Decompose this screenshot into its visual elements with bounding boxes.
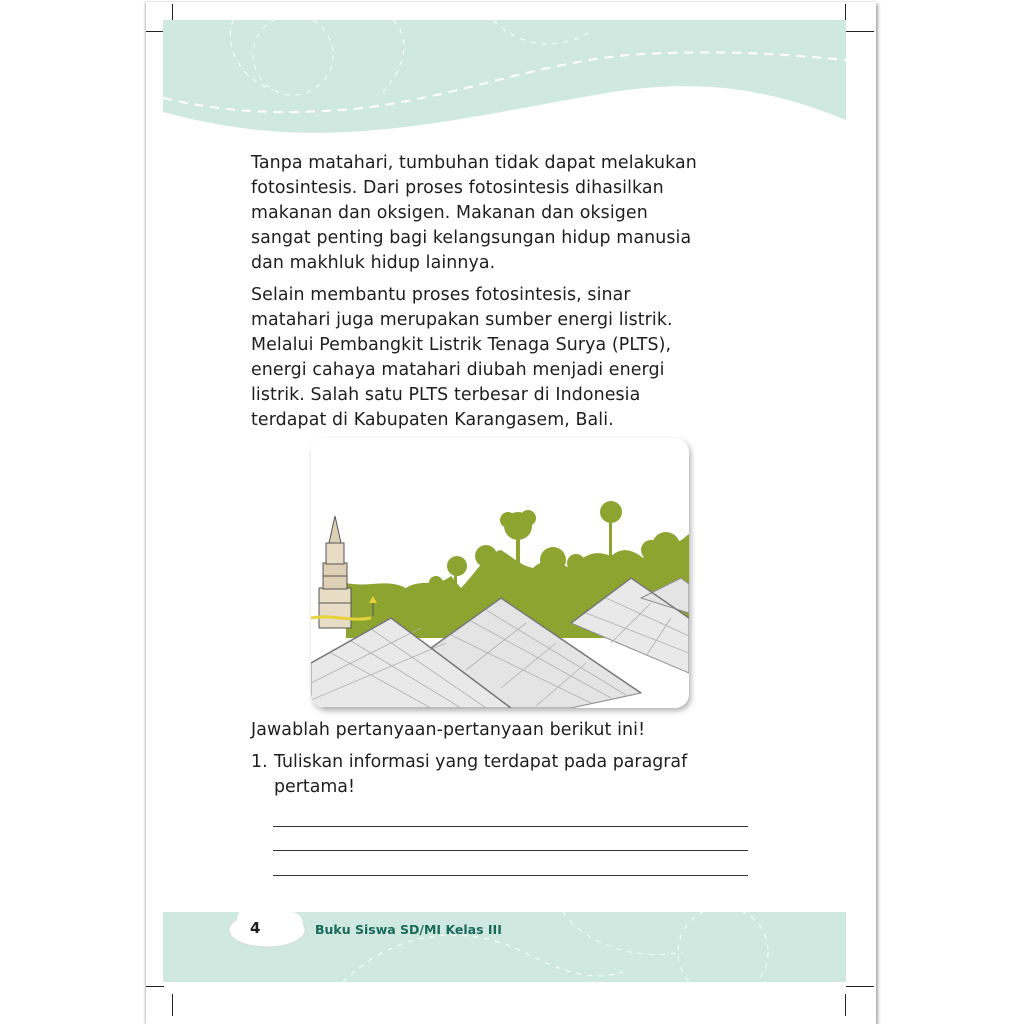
page-number: 4 [250,919,261,937]
crop-mark [846,31,874,32]
paragraph-line: fotosintesis. Dari proses fotosintesis dihasilkan [251,178,664,198]
solar-plant-drawing [311,438,689,708]
question-number: 1. [251,752,268,772]
question-line: Tuliskan informasi yang terdapat pada paragraf [274,752,688,772]
paragraph-line: Tanpa matahari, tumbuhan tidak dapat melakukan [251,153,697,173]
answer-line[interactable] [273,826,748,827]
paragraph-line: terdapat di Kabupaten Karangasem, Bali. [251,410,614,430]
question-text [274,750,764,800]
paragraph-line: Selain membantu proses fotosintesis, sinar [251,285,631,305]
paragraph-line: makanan dan oksigen. Makanan dan oksigen [251,203,648,223]
answer-line[interactable] [273,850,748,851]
paragraph-line: energi cahaya matahari diubah menjadi energi [251,360,665,380]
solar-plant-illustration [311,438,689,708]
crop-mark [146,986,164,987]
paragraph-line: sangat penting bagi kelangsungan hidup manusia [251,228,692,248]
crop-mark [172,994,173,1016]
paragraph-line: dan makhluk hidup lainnya. [251,253,496,273]
crop-mark [846,986,874,987]
book-title: Buku Siswa SD/MI Kelas III [315,922,502,937]
crop-mark [146,31,164,32]
paragraph-line: listrik. Salah satu PLTS terbesar di Indonesia [251,385,641,405]
paragraph-line: Melalui Pembangkit Listrik Tenaga Surya (PLTS), [251,335,672,355]
paragraph-1 [251,151,761,276]
header-banner [163,20,846,140]
question-line: pertama! [274,777,355,797]
answer-line[interactable] [273,875,748,876]
paragraph-2 [251,283,761,433]
crop-mark [845,994,846,1016]
instruction-text: Jawablah pertanyaan-pertanyaan berikut ini! [251,720,646,740]
paragraph-line: matahari juga merupakan sumber energi listrik. [251,310,673,330]
